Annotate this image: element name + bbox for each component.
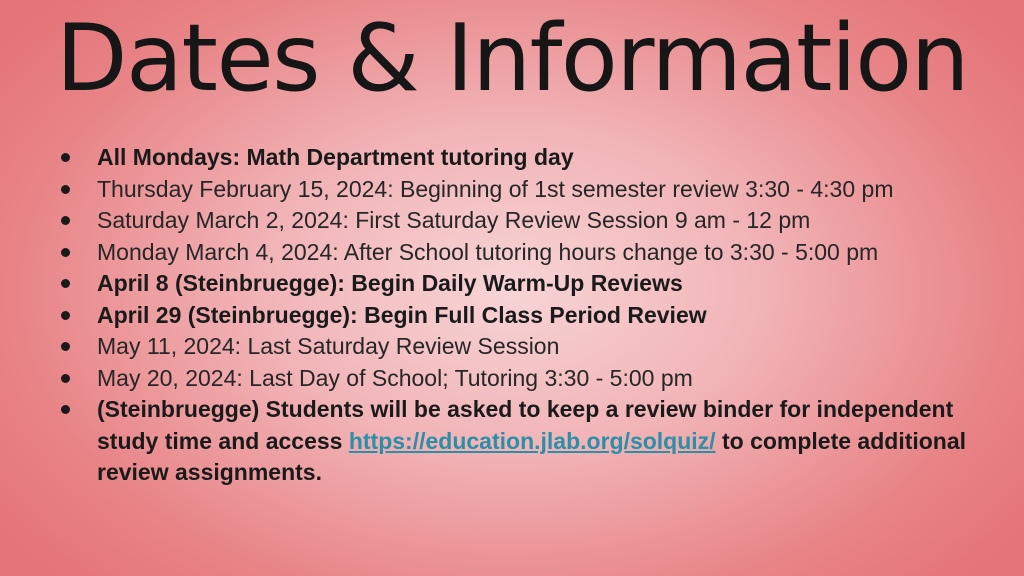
list-item [0, 237, 1024, 269]
page-title: Dates & Information [55, 4, 969, 112]
list-item-text: Monday March 4, 2024: After School tutoring hours change to 3:30 - 5:00 pm [97, 238, 879, 265]
solquiz-link[interactable]: https://education.jlab.org/solquiz/ [348, 427, 716, 454]
list-item-text: April 8 (Steinbruegge): Begin Daily Warm-Up Reviews [97, 270, 683, 296]
list-item-text: (Steinbruegge) Students will be asked to keep a review binder for independent study time and access [97, 396, 954, 454]
list-item-text: to complete additional review assignments. [97, 427, 967, 485]
bullet-icon [61, 374, 70, 383]
list-item [0, 205, 1024, 237]
bullet-icon [61, 342, 70, 351]
list-item-text: Thursday February 15, 2024: Beginning of 1st semester review 3:30 - 4:30 pm [97, 175, 894, 202]
list-item [0, 363, 1024, 395]
bullet-icon [61, 248, 70, 257]
bullet-icon [61, 311, 70, 320]
info-list [0, 142, 1024, 489]
bullet-icon [61, 153, 70, 162]
list-item-text: May 20, 2024: Last Day of School; Tutoring 3:30 - 5:00 pm [97, 364, 693, 391]
list-item [0, 174, 1024, 206]
list-item [0, 268, 1024, 300]
bullet-icon [61, 279, 70, 288]
list-item-text: April 29 (Steinbruegge): Begin Full Class Period Review [97, 301, 707, 328]
list-item-binder-note [0, 394, 1024, 489]
list-item [0, 300, 1024, 332]
list-item-text: Saturday March 2, 2024: First Saturday Review Session 9 am - 12 pm [97, 207, 811, 233]
list-item-text: All Mondays: Math Department tutoring day [97, 144, 574, 170]
bullet-icon [61, 216, 70, 225]
bullet-icon [61, 185, 70, 194]
list-item [0, 331, 1024, 363]
list-item-text: May 11, 2024: Last Saturday Review Session [97, 333, 560, 359]
list-item [0, 142, 1024, 174]
bullet-icon [61, 405, 70, 414]
